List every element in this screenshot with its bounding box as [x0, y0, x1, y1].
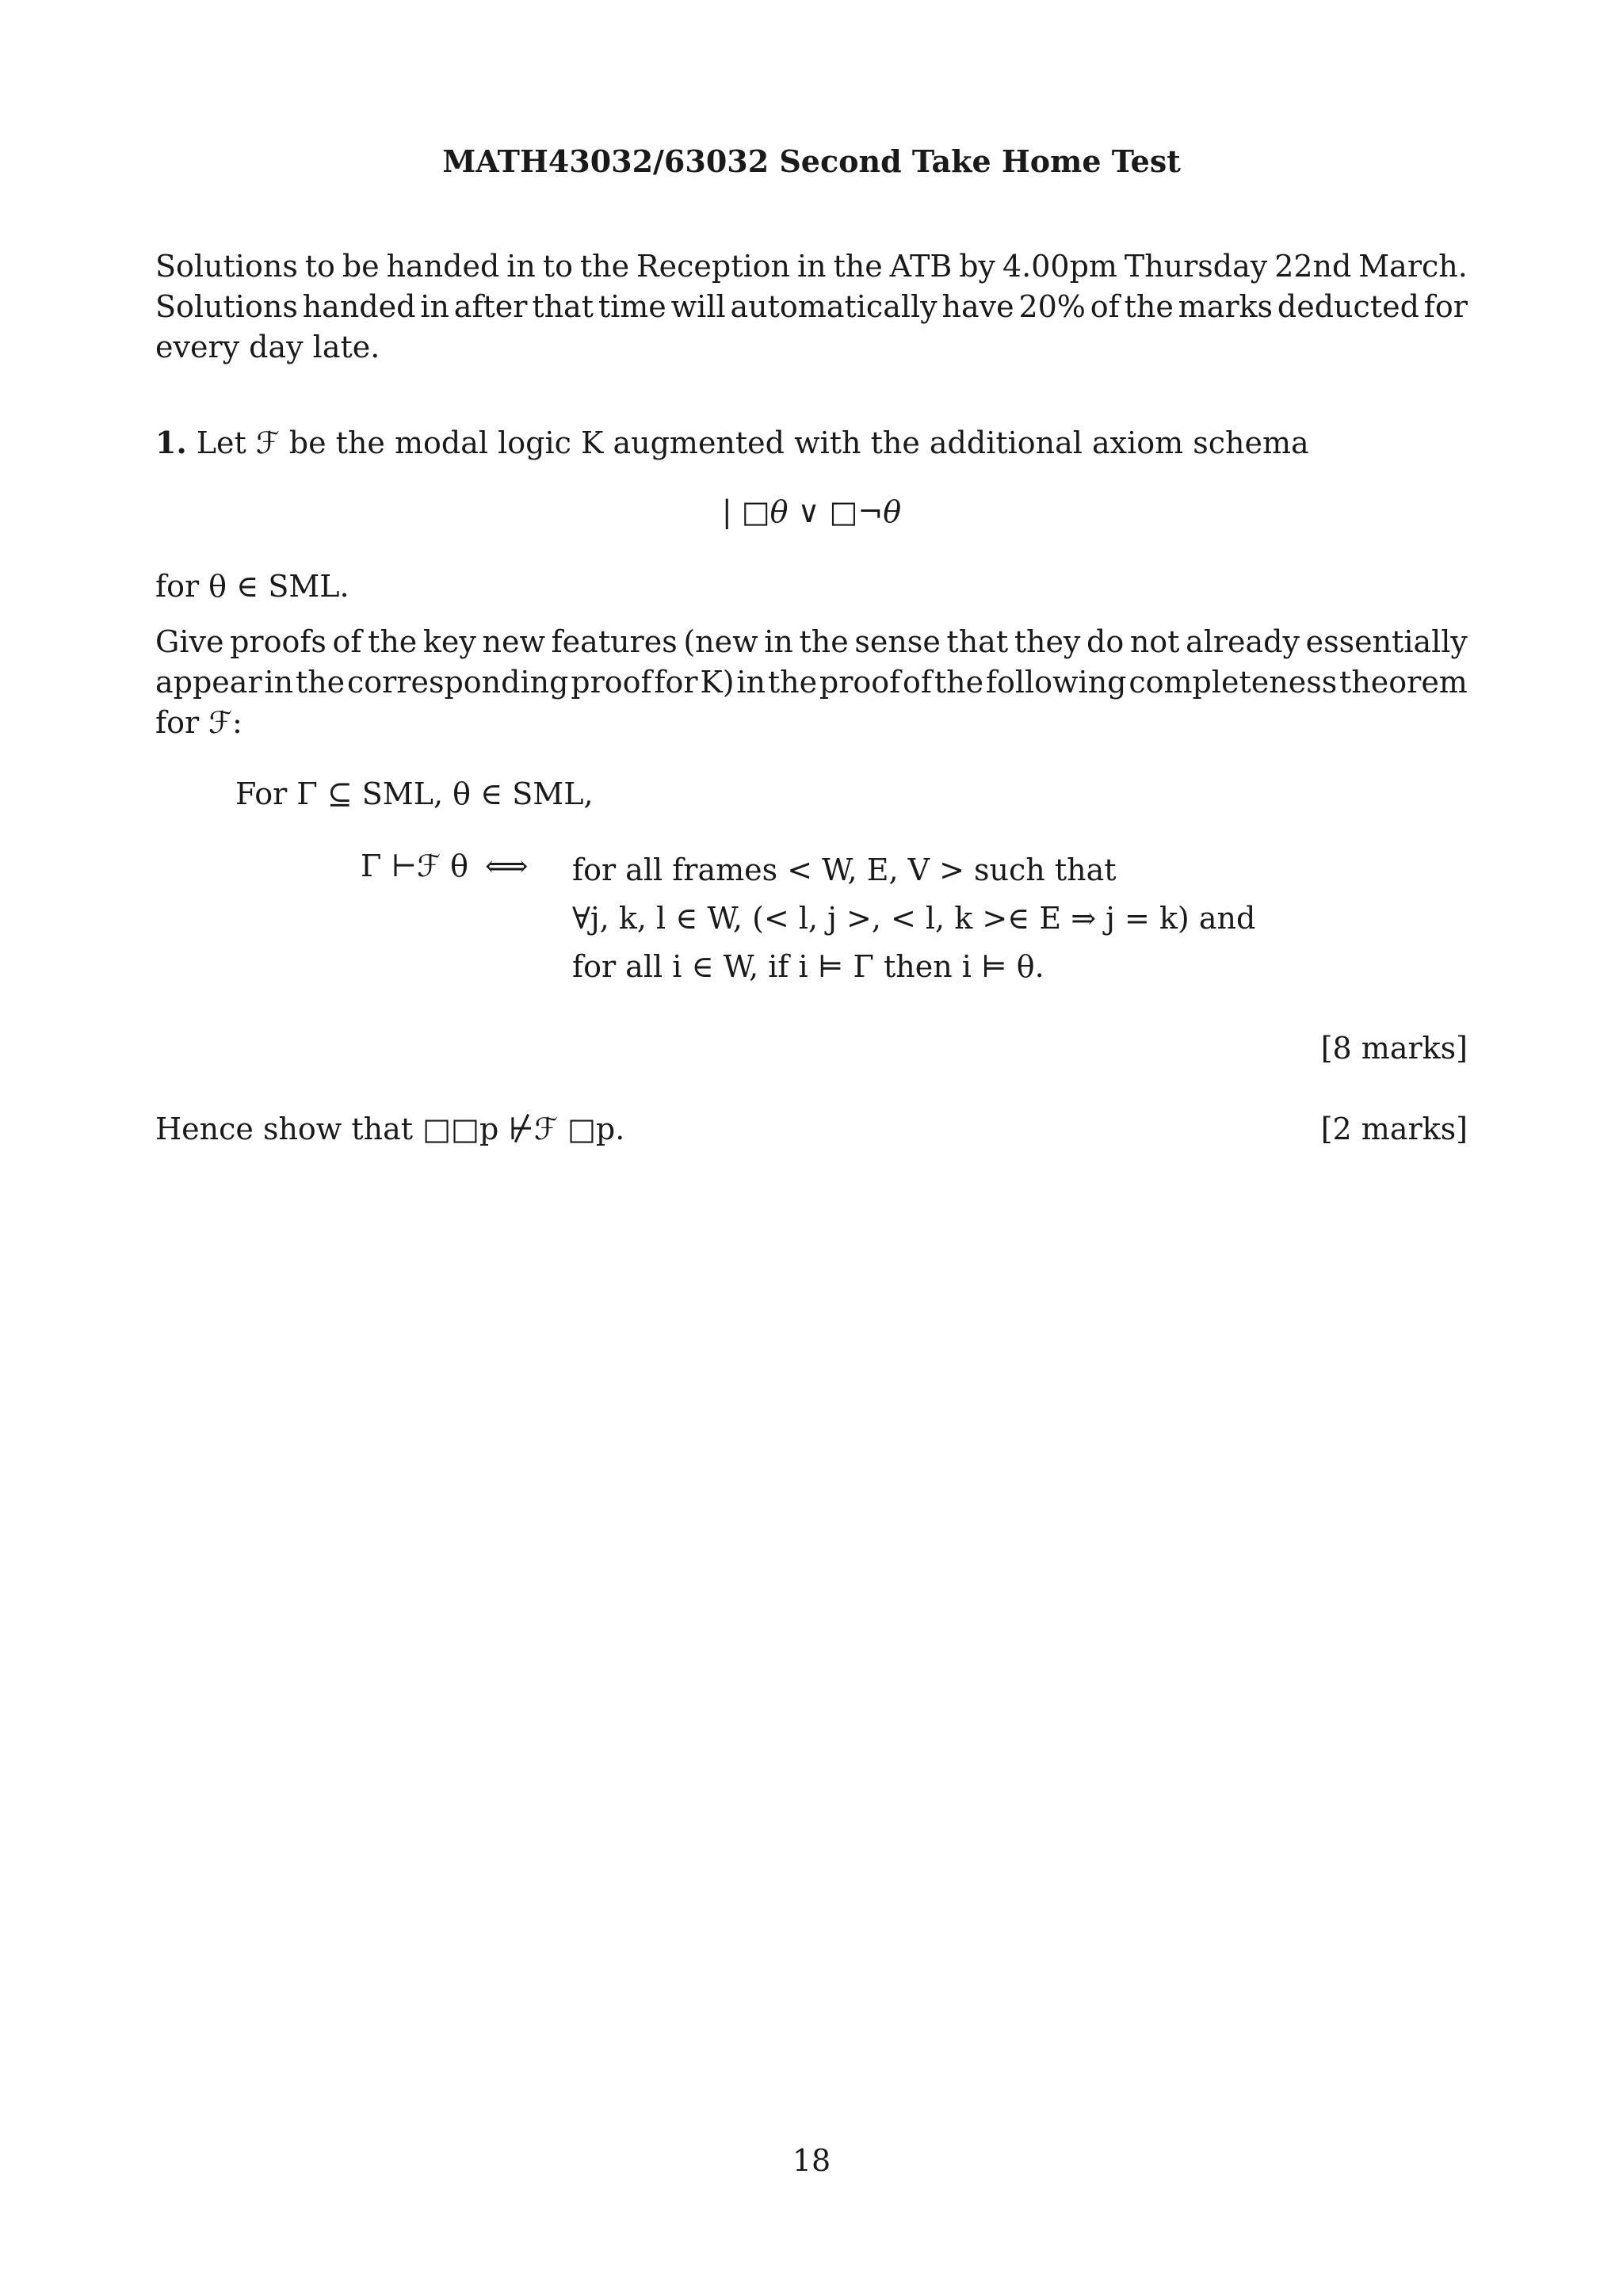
question-1-lead [155, 422, 1309, 463]
theorem-rhs-line-2: ∀j, k, l ∈ W, (< l, j >, < l, k >∈ E ⇒ j = k) and [572, 901, 1256, 936]
theorem-rhs-line-3: for all i ∈ W, if i ⊨ Γ then i ⊨ θ. [572, 949, 1044, 984]
question-1-lead-text: Let ℱ be the modal logic K augmented with the additional axiom schema [196, 425, 1309, 460]
hence-line: Hence show that □□p ⊬ℱ □p. [155, 1112, 625, 1146]
for-theta-line: for θ ∈ SML. [155, 569, 349, 604]
intro-line-2: Solutions handed in after that time will automatically have 20% of the marks deducted for [155, 289, 1468, 324]
intro-line-3: every day late. [155, 330, 380, 364]
theorem-intro: For Γ ⊆ SML, θ ∈ SML, [235, 776, 594, 811]
theorem-rhs-line-1: for all frames < W, E, V > such that [572, 852, 1117, 887]
question-number: 1. [155, 425, 187, 460]
marks-part-b: [2 marks] [1320, 1112, 1468, 1146]
theorem-lhs: Γ ⊢ℱ θ [361, 849, 468, 883]
body-line-3: for ℱ: [155, 705, 242, 740]
axiom-schema: | □θ ∨ □¬θ [721, 494, 902, 529]
theorem-rhs [572, 846, 1255, 991]
marks-part-a: [8 marks] [1320, 1031, 1468, 1066]
body-line-1: Give proofs of the key new features (new in the sense that they do not already essentially [155, 624, 1468, 659]
body-line-2: appear in the corresponding proof for K) in the proof of the following completeness theorem [155, 665, 1468, 700]
page-title: MATH43032/63032 Second Take Home Test [442, 143, 1181, 179]
question-1-body [155, 622, 1468, 743]
page-number: 18 [792, 2143, 831, 2178]
intro-line-1: Solutions to be handed in to the Reception in the ATB by 4.00pm Thursday 22nd March. [155, 249, 1468, 284]
iff-symbol: ⟺ [485, 849, 529, 883]
intro-paragraph [155, 246, 1468, 368]
